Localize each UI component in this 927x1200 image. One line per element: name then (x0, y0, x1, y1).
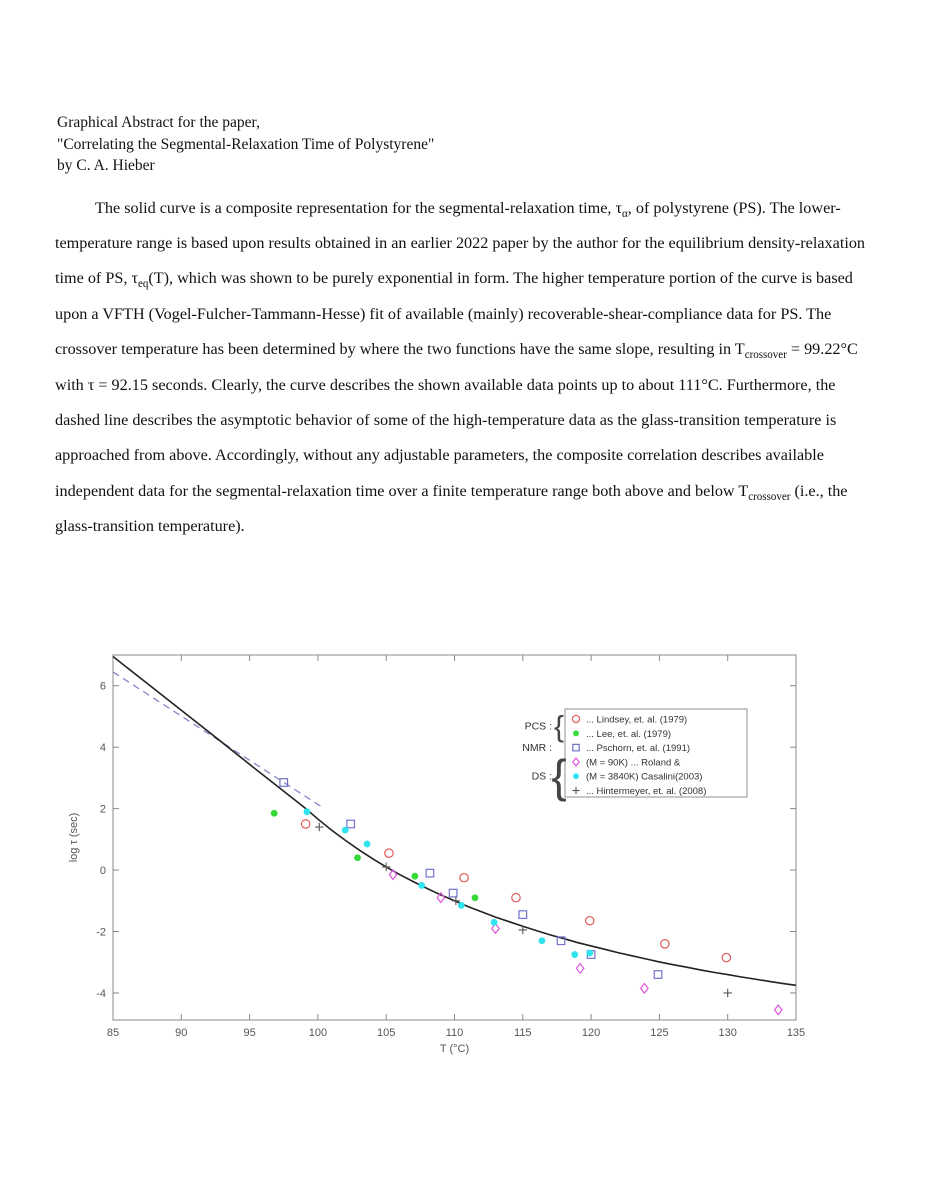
legend-entry-0 (572, 715, 687, 726)
svg-text:... Lindsey, et. al. (1979): ... Lindsey, et. al. (1979) (586, 714, 688, 726)
legend-entry-5 (572, 786, 706, 797)
svg-text:125: 125 (650, 1027, 669, 1039)
svg-text:... Pschorn, et. al. (1991): ... Pschorn, et. al. (1991) (586, 743, 691, 755)
svg-text:... Hintermeyer, et. al. (200: ... Hintermeyer, et. al. (2008) (586, 786, 707, 797)
legend-group-label-0: PCS : (524, 720, 552, 733)
legend-group-brace-0: { (553, 710, 565, 744)
legend-group-label-2: DS : (531, 770, 552, 783)
svg-text:85: 85 (106, 1027, 120, 1039)
abstract-paragraph: The solid curve is a composite representation for the segmental-relaxation time, $\tau_\alpha$, of polystyrene (PS). The lower-temperature range is based upon results obtained in an earlier 2022 paper by the author for the equilibrium density-relaxation time of PS, $\tau_{eq}(T)$, which was shown to be purely exponential in form. The higher temperature portion of the curve is based upon a VFTH (Vogel-Fulcher-Tammann-Hesse) fit of available (mainly) recoverable-shear-compliance data for PS. The crossover temperature has been determined by where the two functions have the same slope, resulting in $T_{crossover} = 99.22^\circ C$ with τ = 92.15 seconds. Clearly, the curve describes the shown available data points up to about 111°C. Furthermore, the dashed line describes the asymptotic behavior of some of the high-temperature data as the glass-transition temperature is approached from above. Accordingly, without any adjustable parameters, the composite correlation describes available independent data for the segmental-relaxation time over a finite temperature range both above and below $T_{crossover}$ (i.e., the glass-transition temperature). (55, 198, 866, 536)
svg-text:(M = 3840K) Casalini(2003): (M = 3840K) Casalini(2003) (586, 771, 703, 783)
svg-text:0: 0 (99, 865, 106, 878)
composite-curve (113, 657, 796, 986)
svg-text:105: 105 (377, 1027, 396, 1039)
legend-entry-2 (573, 743, 690, 754)
title-line-1: Graphical Abstract for the paper, (57, 114, 260, 131)
svg-text:100: 100 (308, 1027, 328, 1039)
title-line-2: "Correlating the Segmental-Relaxation Time of Polystyrene" (57, 135, 435, 153)
svg-text:-2: -2 (96, 926, 106, 939)
svg-text:(M = 90K) ... Roland &: (M = 90K) ... Roland & (586, 757, 681, 769)
series-3-ds (389, 870, 782, 1015)
series-5-ds (315, 823, 732, 997)
legend (522, 709, 747, 802)
svg-text:2: 2 (99, 803, 106, 816)
title-block (0, 0, 927, 177)
title-line-3: by C. A. Hieber (57, 157, 155, 174)
relaxation-time-chart (55, 645, 865, 1090)
legend-entry-1 (573, 729, 671, 740)
svg-text:6: 6 (99, 680, 106, 693)
y-axis-label: log τ (sec) (68, 812, 80, 863)
legend-group-brace-2: { (551, 750, 567, 803)
legend-group-label-1: NMR : (522, 742, 552, 755)
legend-entry-3 (573, 757, 681, 768)
series-2-nmr (280, 779, 662, 979)
svg-text:95: 95 (243, 1027, 256, 1039)
svg-text:90: 90 (175, 1027, 188, 1039)
x-axis-label: T (°C) (439, 1043, 470, 1055)
svg-text:135: 135 (786, 1027, 806, 1039)
svg-text:130: 130 (718, 1027, 737, 1039)
svg-text:-4: -4 (96, 987, 106, 1000)
svg-text:4: 4 (99, 742, 106, 755)
svg-text:110: 110 (445, 1027, 464, 1039)
svg-text:115: 115 (514, 1027, 532, 1039)
svg-text:120: 120 (581, 1027, 601, 1039)
legend-entry-4 (573, 772, 702, 783)
svg-text:... Lee, et. al. (1979): ... Lee, et. al. (1979) (586, 728, 672, 740)
